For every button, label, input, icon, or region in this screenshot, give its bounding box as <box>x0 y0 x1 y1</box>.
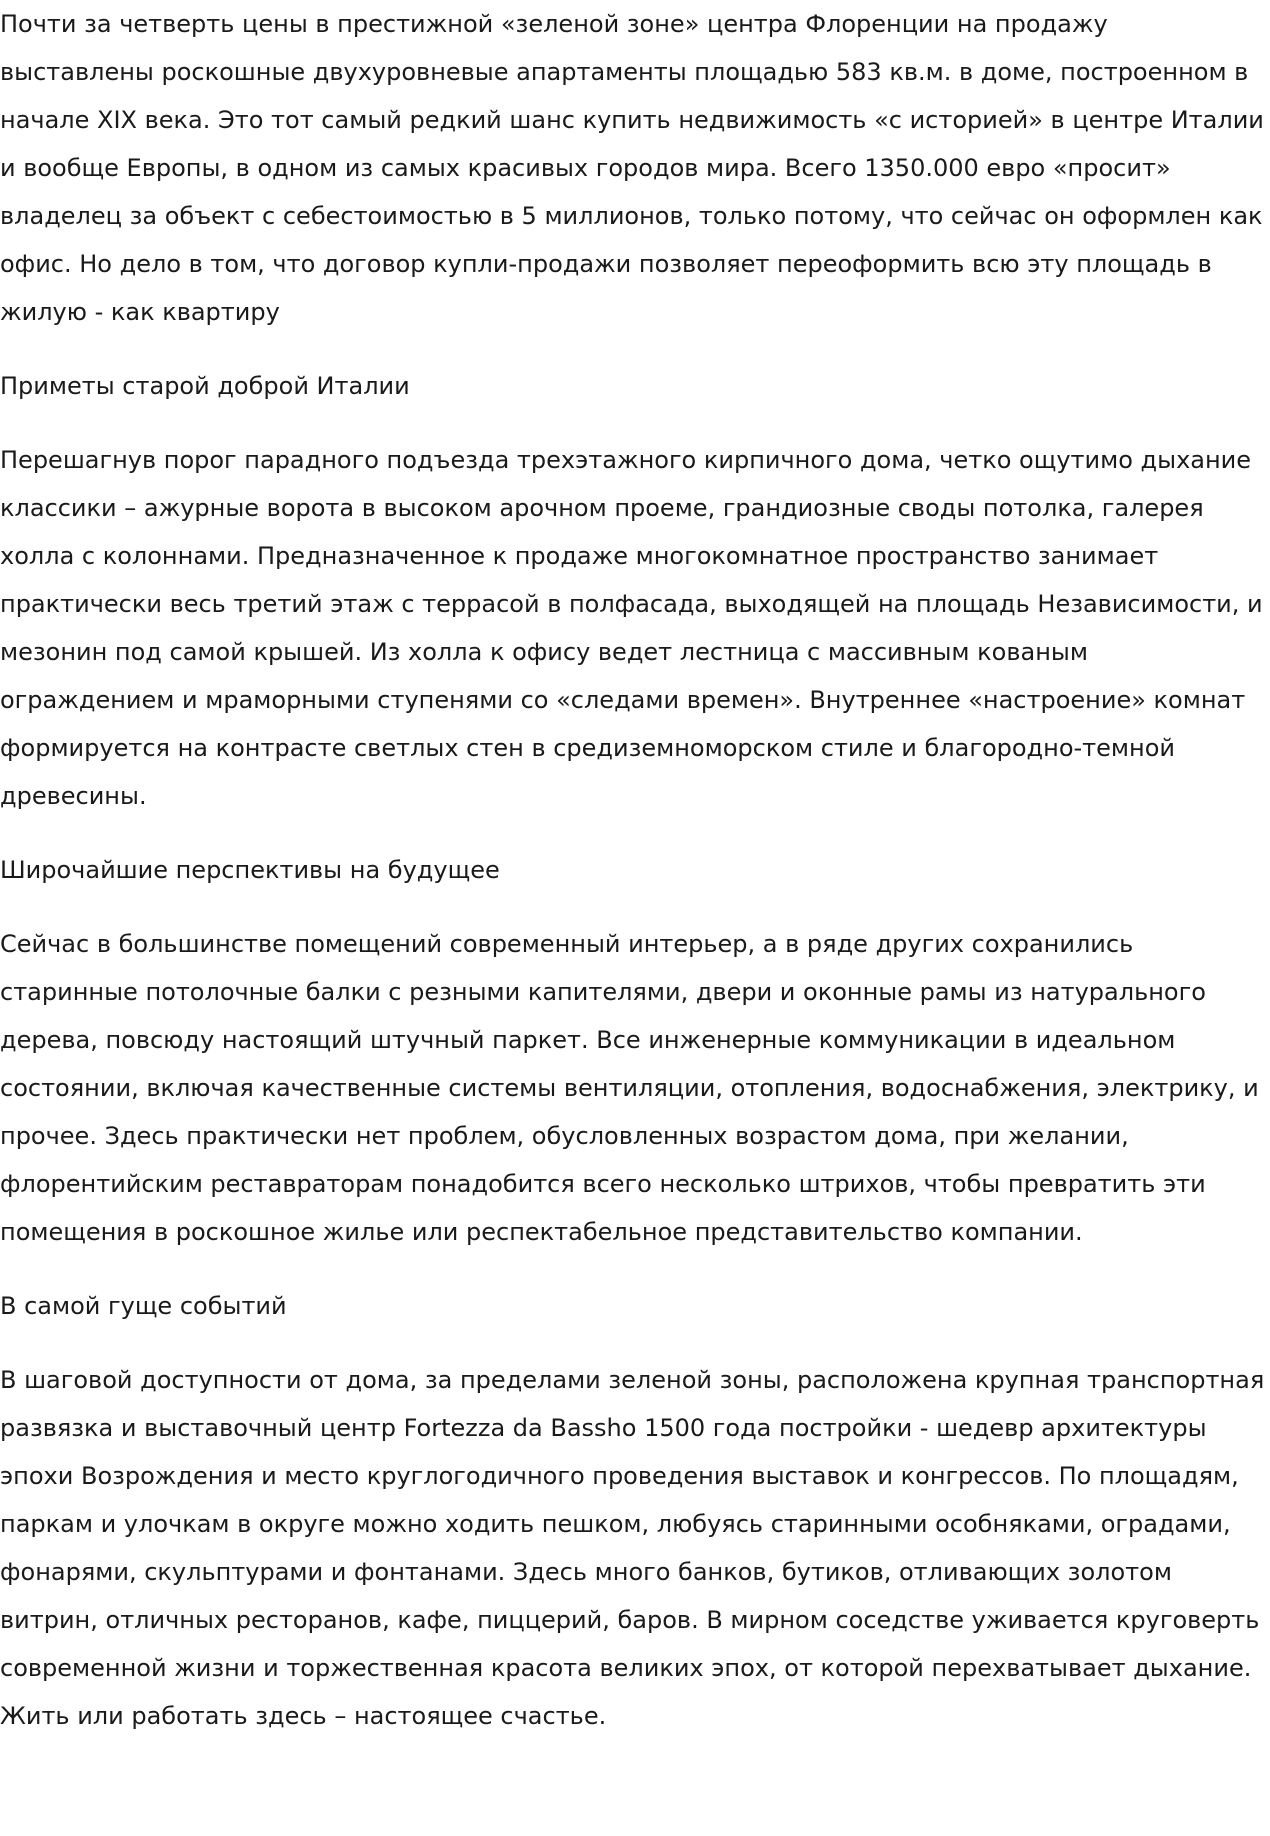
section-paragraph: Сейчас в большинстве помещений современный интерьер, а в ряде других сохранились старинные потолочные балки с резными капителями, двери и оконные рамы из натурального дерева, повсюду настоящий штучный паркет. Все инженерные коммуникации в идеальном состоянии, включая качественные системы вентиляции, отопления, водоснабжения, электрику, и прочее. Здесь практически нет проблем, обусловленных возрастом дома, при желании, флорентийским реставраторам понадобится всего несколько штрихов, чтобы превратить эти помещения в роскошное жилье или респектабельное представительство компании. <box>0 930 1259 1246</box>
intro-paragraph: Почти за четверть цены в престижной «зеленой зоне» центра Флоренции на продажу выставлены роскошные двухуровневые апартаменты площадью 583 кв.м. в доме, построенном в начале XIX века. Это тот самый редкий шанс купить недвижимость «с историей» в центре Италии и вообще Европы, в одном из самых красивых городов мира. Всего 1350.000 евро «просит» владелец за объект с себестоимостью в 5 миллионов, только потому, что сейчас он оформлен как офис. Но дело в том, что договор купли-продажи позволяет переоформить всю эту площадь в жилую - как квартиру <box>0 10 1264 326</box>
section-heading: В самой гуще событий <box>0 1292 287 1320</box>
section-heading: Приметы старой доброй Италии <box>0 372 410 400</box>
section-paragraph: В шаговой доступности от дома, за пределами зеленой зоны, расположена крупная транспортная развязка и выставочный центр Fortezza da Bassho 1500 года постройки - шедевр архитектуры эпохи Возрождения и место круглогодичного проведения выставок и конгрессов. По площадям, паркам и улочкам в округе можно ходить пешком, любуясь старинными особняками, оградами, фонарями, скульптурами и фонтанами. Здесь много банков, бутиков, отливающих золотом витрин, отличных ресторанов, кафе, пиццерий, баров. В мирном соседстве уживается круговерть современной жизни и торжественная красота великих эпох, от которой перехватывает дыхание. Жить или работать здесь – настоящее счастье. <box>0 1366 1265 1730</box>
section-paragraph: Перешагнув порог парадного подъезда трехэтажного кирпичного дома, четко ощутимо дыхание классики – ажурные ворота в высоком арочном проеме, грандиозные своды потолка, галерея холла с колоннами. Предназначенное к продаже многокомнатное пространство занимает практически весь третий этаж с террасой в полфасада, выходящей на площадь Независимости, и мезонин под самой крышей. Из холла к офису ведет лестница с массивным кованым ограждением и мраморными ступенями со «следами времен». Внутреннее «настроение» комнат формируется на контрасте светлых стен в средиземноморском стиле и благородно-темной древесины. <box>0 446 1263 810</box>
section-heading: Широчайшие перспективы на будущее <box>0 856 500 884</box>
